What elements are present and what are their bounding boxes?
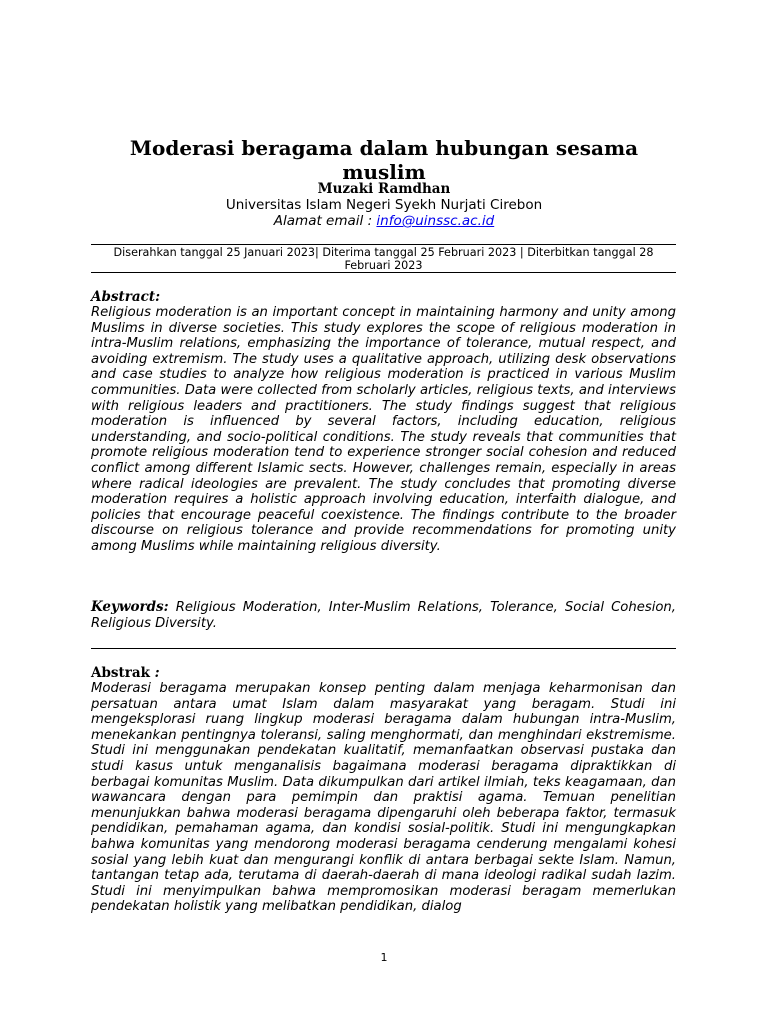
abstrak-text: Moderasi beragama merupakan konsep penting dalam menjaga keharmonisan dan persatuan antara umat Islam dalam masyarakat yang beragam. Studi ini mengeksplorasi ruang lingkup moderasi beragama dalam hubungan intra-Muslim, menekankan pentingnya toleransi, saling menghormati, dan menghindari ekstremisme. Studi ini menggunakan pendekatan kualitatif, memanfaatkan observasi pustaka dan studi kasus untuk menganalisis bagaimana moderasi beragama dipraktikkan di berbagai komunitas Muslim. Data dikumpulkan dari artikel ilmiah, teks keagamaan, dan wawancara dengan para pemimpin dan praktisi agama. Temuan penelitian menunjukkan bahwa moderasi beragama dipengaruhi oleh beberapa faktor, termasuk pendidikan, pemahaman agama, dan kondisi sosial-politik. Studi ini mengungkapkan bahwa komunitas yang mendorong moderasi beragama cenderung mengalami kohesi sosial yang lebih kuat dan mengurangi konflik di antara berbagai sekte Islam. Namun, tantangan tetap ada, terutama di daerah-daerah di mana ideologi radikal sudah lazim. Studi ini menyimpulkan bahwa mempromosikan moderasi beragam memerlukan pendekatan holistik yang melibatkan pendidikan, dialog [91,681,676,915]
author-name: Muzaki Ramdhan [317,181,451,197]
email-link[interactable]: info@uinssc.ac.id [376,213,495,229]
abstrak-heading-suffix: : [149,665,160,681]
email-line [90,213,678,229]
submission-dates: Diserahkan tanggal 25 Januari 2023| Diterima tanggal 25 Februari 2023 | Diterbitkan tanggal 28 Februari 2023 [91,244,676,273]
keywords-line [91,600,676,631]
email-label: Alamat email : [273,213,377,229]
author-affiliation: Universitas Islam Negeri Syekh Nurjati Cirebon [225,197,543,213]
abstrak-heading-line [91,665,160,681]
abstrak-heading: Abstrak [91,665,150,681]
abstract-text: Religious moderation is an important concept in maintaining harmony and unity among Muslims in diverse societies. This study explores the scope of religious moderation in intra-Muslim relations, emphasizing the importance of tolerance, mutual respect, and avoiding extremism. The study uses a qualitative approach, utilizing desk observations and case studies to analyze how religious moderation is practiced in various Muslim communities. Data were collected from scholarly articles, religious texts, and interviews with religious leaders and practitioners. The study findings suggest that religious moderation is influenced by several factors, including education, religious understanding, and socio-political conditions. The study reveals that communities that promote religious moderation tend to experience stronger social cohesion and reduced conflict among different Islamic sects. However, challenges remain, especially in areas where radical ideologies are prevalent. The study concludes that promoting diverse moderation requires a holistic approach involving education, interfaith dialogue, and policies that encourage peaceful coexistence. The findings contribute to the broader discourse on religious tolerance and provide recommendations for promoting unity among Muslims while maintaining religious diversity. [91,305,676,554]
section-divider [91,648,676,649]
keywords-text: Religious Moderation, Inter-Muslim Relations, Tolerance, Social Cohesion, Religious Diversity. [91,600,676,631]
keywords-heading: Keywords: [91,599,169,615]
paper-title: Moderasi beragama dalam hubungan sesama muslim [129,136,639,184]
abstract-heading: Abstract: [91,289,161,305]
page-number: 1 [380,951,388,964]
